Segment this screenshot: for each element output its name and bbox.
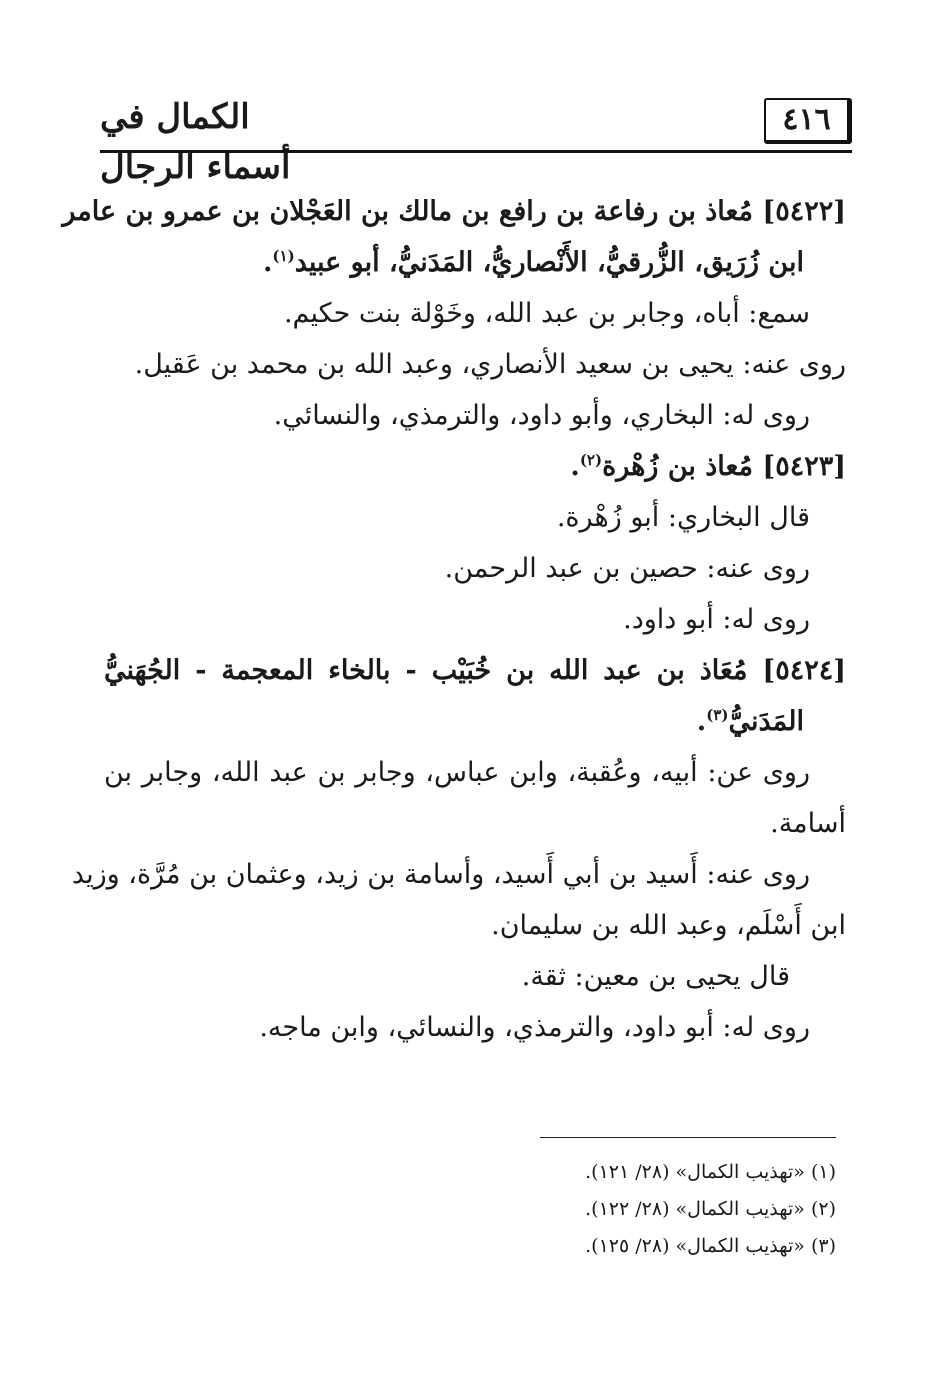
entry-heading-text: [٥٤٢٣] مُعاذ بن زُهْرة — [602, 451, 846, 482]
entry-heading-5422-line-2: ابن زُرَيق، الزُّرقيُّ، الأَنْصاريُّ، المَدَنيُّ، أبو عبيد$^{(١)}$. — [263, 247, 804, 278]
footnote-rule — [540, 1137, 836, 1138]
footnote-3: (٣) «تهذيب الكمال» (٢٨/ ١٢٥). — [585, 1235, 836, 1257]
entry-heading-text: المَدَنيُّ — [728, 706, 804, 737]
entry-5423-bukhari: قال البخاري: أبو زُهْرة. — [556, 502, 810, 533]
entry-5424-ibn-maeen: قال يحيى بن معين: ثقة. — [521, 961, 790, 992]
footnote-ref: (٣) — [706, 706, 729, 724]
entry-5424-narrators-2: ابن أَسْلَم، وعبد الله بن سليمان. — [491, 910, 846, 941]
footnotes — [336, 1154, 836, 1265]
entry-5422-narrated-by: روى له: البخاري، وأبو داود، والترمذي، والنسائي. — [273, 400, 810, 431]
entry-5422-narrators: روى عنه: يحيى بن سعيد الأنصاري، وعبد الله بن محمد بن عَقيل. — [134, 349, 846, 380]
entry-heading-5424-line-1: [٥٤٢٤] مُعَاذ بن عبد الله بن خُبَيْب - بالخاء المعجمة - الجُهَنيُّ — [104, 655, 846, 686]
entry-5424-narrated-from-1: روى عن: أبيه، وعُقبة، وابن عباس، وجابر بن عبد الله، وجابر بن — [104, 757, 810, 788]
page-number: ٤١٦ — [782, 102, 831, 137]
page-number-box — [764, 98, 852, 144]
entry-heading-5422-line-1: [٥٤٢٢] مُعاذ بن رفاعة بن رافع بن مالك بن العَجْلان بن عمرو بن عامر — [62, 196, 846, 227]
footnote-ref: (٢) — [579, 451, 603, 469]
entry-5422-heard: سمع: أباه، وجابر بن عبد الله، وخَوْلة بنت حكيم. — [283, 298, 810, 329]
entry-heading-text: ابن زُرَيق، الزُّرقيُّ، الأَنْصاريُّ، المَدَنيُّ، أبو عبيد — [294, 247, 804, 278]
footnote-ref: (١) — [272, 247, 295, 265]
entry-5423-narrated-by: روى له: أبو داود. — [623, 604, 810, 635]
entry-5423-narrators: روى عنه: حصين بن عبد الرحمن. — [444, 553, 810, 584]
footnote-2: (٢) «تهذيب الكمال» (٢٨/ ١٢٢). — [585, 1198, 836, 1220]
entry-5424-narrated-by: روى له: أبو داود، والترمذي، والنسائي، وابن ماجه. — [259, 1012, 810, 1043]
header-rule — [100, 150, 852, 153]
entry-5424-narrated-from-2: أسامة. — [770, 808, 846, 839]
entry-heading-5423: [٥٤٢٣] مُعاذ بن زُهْرة$^{(٢)}$. — [570, 451, 846, 482]
page-header — [100, 92, 852, 187]
footnote-1: (١) «تهذيب الكمال» (٢٨/ ١٢١). — [585, 1161, 836, 1183]
running-title: الكمال في أسماء الرجال — [100, 97, 291, 187]
main-text — [62, 186, 846, 1053]
entry-5424-narrators-1: روى عنه: أَسيد بن أبي أَسيد، وأسامة بن زيد، وعثمان بن مُرَّة، وزيد — [71, 859, 810, 890]
entry-heading-5424-line-2: المَدَنيُّ$^{(٣)}$. — [696, 706, 804, 737]
